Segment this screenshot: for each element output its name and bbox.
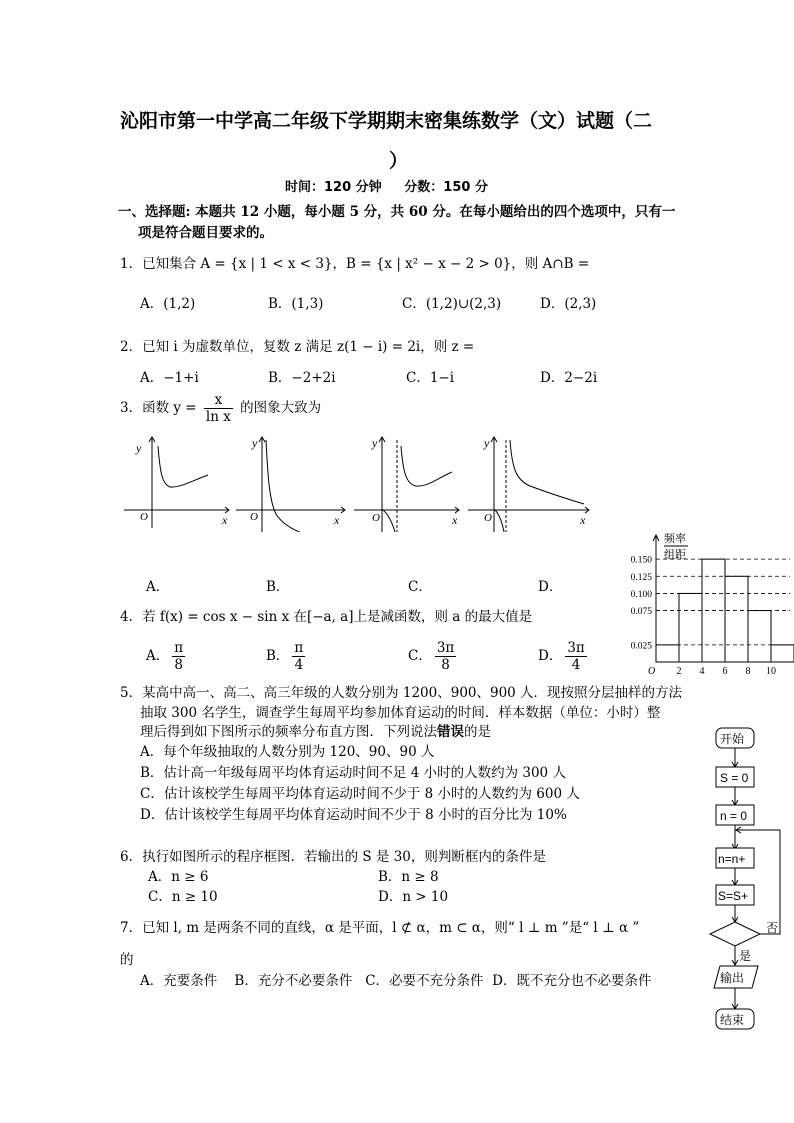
q6-option-a: A．n ≥ 6	[148, 869, 209, 885]
q4-option-b	[266, 640, 308, 673]
q4-d-den: 4	[571, 657, 581, 673]
hist-x-tick: 6	[722, 666, 728, 677]
q4-option-d	[538, 640, 590, 673]
q4-d-frac	[565, 640, 586, 673]
flowchart	[706, 724, 792, 1036]
q4-c-num: 3π	[436, 640, 455, 656]
q7-options: A．充要条件 B．充分不必要条件 C．必要不充分条件 D．既不充分也不必要条件	[140, 973, 652, 989]
q4-b-den: 4	[294, 657, 304, 673]
graph-b-x-label: x	[334, 513, 340, 527]
q5-line3-post: 的是	[464, 724, 491, 740]
q4-d-label: D．	[538, 648, 563, 664]
q5-line1: 5．某高中高一、高二、高三年级的人数分别为 1200、900、900 人．现按照分层抽样的方法	[120, 685, 683, 701]
graph-b-y-label: y	[252, 436, 258, 450]
q1-option-c: C．(1,2)∪(2,3)	[402, 296, 502, 312]
q5-line2: 抽取 300 名学生，调查学生每周平均参加体育运动的时间．样本数据（单位：小时）整	[140, 705, 661, 721]
q2-option-d: D．2−2i	[540, 370, 598, 386]
q2-option-a: A．−1+i	[140, 370, 199, 386]
flow-decision	[710, 922, 760, 946]
hist-ylabel-bottom: 组距	[664, 549, 686, 561]
q3-option-c: C．	[408, 579, 432, 595]
q5-option-a: A．每个年级抽取的人数分别为 120、90、90 人	[140, 744, 435, 760]
graph-d-origin: O	[484, 512, 492, 524]
q3-frac-den: ln x	[205, 409, 231, 425]
q5-emphasis: 错误	[437, 724, 464, 740]
q4-option-a	[146, 640, 188, 673]
q4-stem: 4．若 f(x) = cos x − sin x 在[−a, a]上是减函数，则 a 的最大值是	[120, 609, 533, 625]
q4-c-frac	[435, 640, 456, 673]
graph-a-origin: O	[140, 511, 148, 523]
q6-option-c: C．n ≥ 10	[148, 889, 218, 905]
q1-option-d: D．(2,3)	[540, 296, 597, 312]
hist-bar	[656, 645, 679, 662]
q4-a-frac	[172, 640, 185, 673]
graph-d-x-label: x	[580, 513, 586, 527]
q4-d-num: 3π	[567, 640, 585, 656]
flow-s-init-label: S = 0	[720, 771, 749, 785]
q5-option-d: D．估计该校学生每周平均体育运动时间不少于 8 小时的百分比为 10%	[140, 807, 567, 823]
section-heading: 一、选择题: 本题共 12 小题，每小题 5 分，共 60 分。在每小题给出的四个选项中，只有一	[118, 204, 676, 220]
q4-a-num: π	[174, 640, 184, 656]
q5-line3	[140, 723, 491, 741]
flow-n-update-label: n=n+	[718, 852, 746, 866]
section-heading-cont: 项是符合题目要求的。	[138, 225, 273, 241]
graph-c-x-label: x	[452, 513, 458, 527]
hist-x-tick: 2	[676, 666, 682, 677]
graph-a-y-label: y	[136, 441, 142, 455]
page-title: 沁阳市第一中学高二年级下学期期末密集练数学（文）试题（二	[120, 110, 653, 132]
exam-meta: 时间：120 分钟 分数：150 分	[285, 180, 488, 195]
q3-option-a: A．	[146, 579, 170, 595]
hist-y-tick: 0.125	[630, 572, 652, 583]
q5-option-b: B．估计高一年级每周平均体育运动时间不足 4 小时的人数约为 300 人	[140, 765, 566, 781]
graph-c-origin: O	[372, 512, 380, 524]
q4-a-label: A．	[146, 648, 170, 664]
q3-option-b: B．	[266, 579, 290, 595]
hist-x-tick: 10	[766, 666, 776, 677]
q3-stem-pre: 3．函数 y =	[120, 400, 197, 416]
flow-n-init-label: n = 0	[720, 809, 748, 823]
hist-bar	[679, 593, 702, 662]
hist-x-tick: 4	[699, 666, 705, 677]
q6-option-b: B．n ≥ 8	[378, 869, 439, 885]
q4-b-frac	[292, 640, 305, 673]
flow-no-label: 否	[766, 921, 779, 935]
hist-ylabel-top: 频率	[664, 533, 686, 545]
graph-b-origin: O	[250, 511, 258, 523]
q5-line3-pre: 理后得到如下图所示的频率分布直方图．下列说法	[140, 724, 437, 740]
flow-start-label: 开始	[720, 732, 745, 746]
flow-s-update-label: S=S+	[718, 889, 749, 903]
hist-bar	[771, 645, 794, 662]
q2-option-b: B．−2+2i	[268, 370, 336, 386]
q7-stem-cont: 的	[120, 952, 134, 968]
q6-stem: 6．执行如图所示的程序框图．若输出的 S 是 30，则判断框内的条件是	[120, 849, 546, 865]
flow-yes-label: 是	[739, 949, 752, 963]
q1-option-b: B．(1,3)	[268, 296, 324, 312]
q7-stem: 7．已知 l, m 是两条不同的直线，α 是平面，l ⊄ α，m ⊂ α，则“ l ⊥ m ”是“ l ⊥ α ”	[120, 920, 640, 936]
hist-y-tick: 0.075	[630, 607, 652, 618]
hist-bar	[748, 611, 771, 662]
q4-b-label: B．	[266, 648, 290, 664]
flow-output-label: 输出	[720, 971, 745, 985]
q3-frac-num: x	[204, 392, 233, 409]
hist-y-tick: 0.025	[630, 641, 652, 652]
q1-stem: 1．已知集合 A = {x | 1 < x < 3}，B = {x | x² − x − 2 > 0}，则 A∩B =	[120, 256, 590, 272]
q3-option-d: D．	[538, 579, 563, 595]
histogram-chart	[622, 528, 794, 680]
q4-c-den: 8	[441, 657, 450, 673]
q3-fraction	[204, 392, 233, 425]
q3-graphs	[118, 432, 598, 532]
q2-stem: 2．已知 i 为虚数单位，复数 z 满足 z(1 − i) = 2i，则 z =	[120, 339, 475, 355]
graph-a-x-label: x	[222, 513, 228, 527]
graph-d-y-label: y	[484, 436, 490, 450]
q3-stem-post: 的图象大致为	[240, 400, 322, 416]
q4-a-den: 8	[174, 657, 183, 673]
q4-option-c	[408, 640, 459, 673]
q4-c-label: C．	[408, 648, 432, 664]
graph-c-y-label: y	[372, 436, 378, 450]
q5-option-c: C．估计该校学生每周平均体育运动时间不少于 8 小时的人数约为 600 人	[140, 786, 580, 802]
q2-option-c: C．1−i	[406, 370, 455, 386]
graph-c	[354, 437, 459, 532]
q6-option-d: D．n > 10	[378, 889, 449, 905]
histogram-plot	[631, 531, 794, 677]
hist-x-tick: 8	[745, 666, 751, 677]
hist-y-tick: 0.150	[630, 555, 652, 566]
q3-stem	[120, 392, 321, 425]
q1-option-a: A．(1,2)	[140, 296, 196, 312]
hist-origin: O	[648, 666, 656, 677]
hist-y-tick: 0.100	[630, 589, 652, 600]
page-title-continued: ）	[389, 150, 409, 172]
flow-end-label: 结束	[720, 1013, 745, 1027]
hist-bar	[725, 576, 748, 662]
q4-b-num: π	[294, 640, 304, 656]
